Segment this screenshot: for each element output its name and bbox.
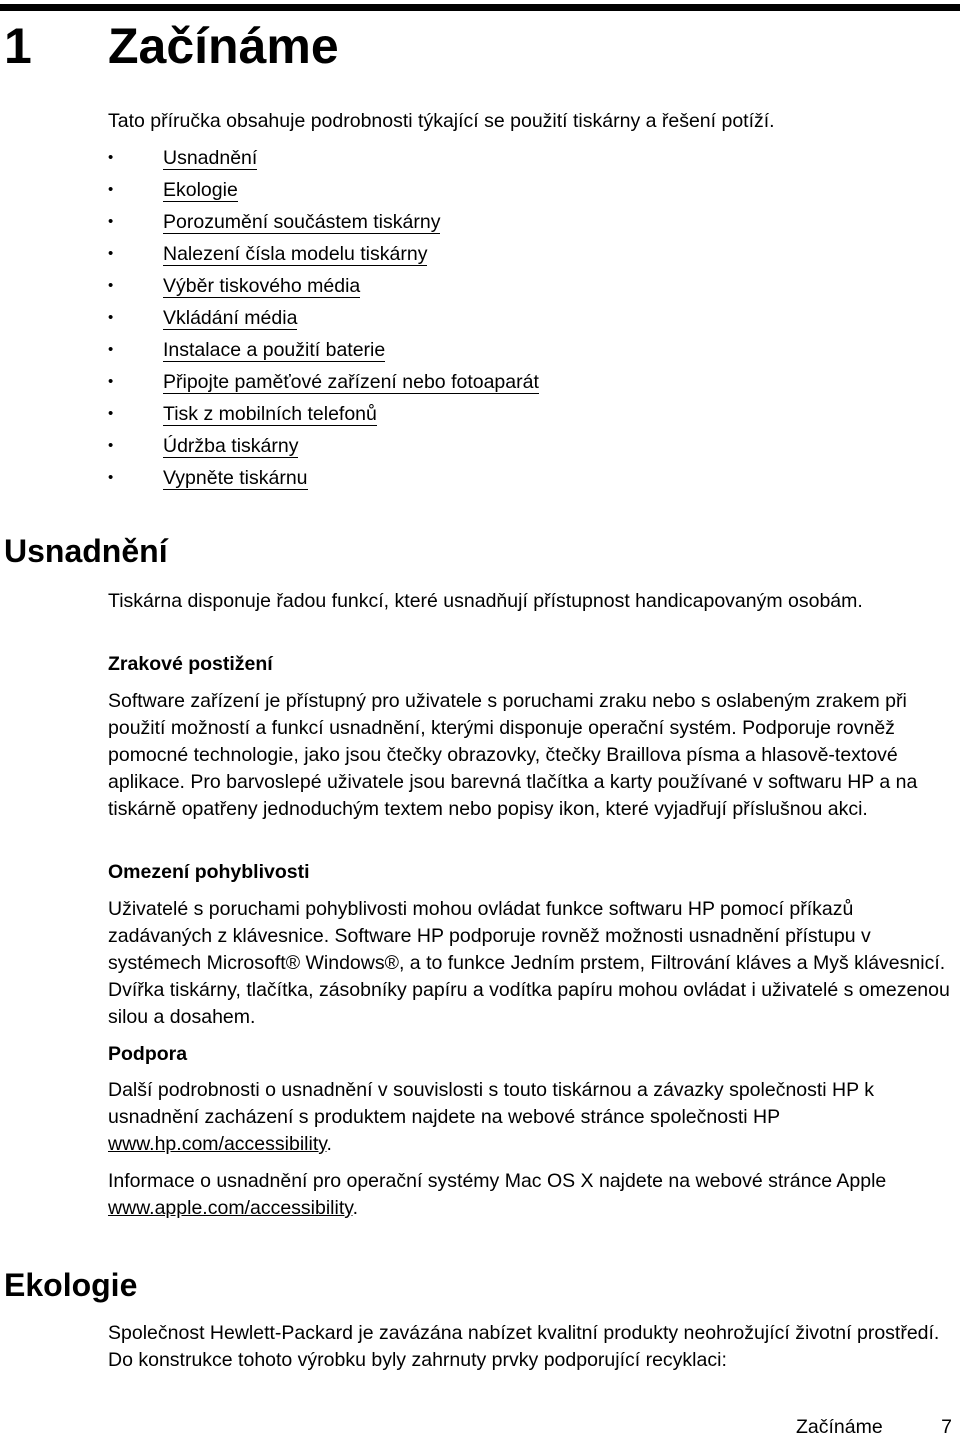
toc-item bbox=[108, 174, 539, 206]
bullet-icon: • bbox=[108, 213, 114, 230]
chapter-title bbox=[4, 14, 339, 78]
podpora-apple-period: . bbox=[352, 1197, 358, 1219]
toc-link-baterie[interactable]: Instalace a použití baterie bbox=[163, 339, 386, 361]
bullet-icon: • bbox=[108, 309, 114, 326]
hp-accessibility-link[interactable]: www.hp.com/accessibility bbox=[108, 1133, 327, 1155]
footer-chapter-name: Začínáme bbox=[796, 1416, 883, 1438]
pohyblivost-text: Uživatelé s poruchami pohyblivosti mohou ovládat funkce softwaru HP pomocí příkazů zadávaných z klávesnice. Software HP podporuje rovněž možnosti usnadnění přístupu v systémech Microsoft® Windows®, a to funkce Jedním prstem, Filtrování kláves a Myš klávesnicí. Dvířka tiskárny, tlačítka, zásobníky papíru a vodítka papíru mohou ovládat i uživatelé s omezenou silou a dosahem. bbox=[108, 898, 950, 1028]
bullet-icon: • bbox=[108, 181, 114, 198]
bullet-icon: • bbox=[108, 245, 114, 262]
toc-link-udrzba[interactable]: Údržba tiskárny bbox=[163, 435, 299, 457]
toc-link-vkladani-media[interactable]: Vkládání média bbox=[163, 307, 298, 329]
page-footer bbox=[796, 1414, 958, 1440]
ekologie-text: Společnost Hewlett-Packard je zavázána nabízet kvalitní produkty neohrožující životní prostředí. Do konstrukce tohoto výrobku byly zahrnuty prvky podporující recyklaci: bbox=[108, 1322, 940, 1371]
toc-link-vyber-media[interactable]: Výběr tiskového média bbox=[163, 275, 361, 297]
bullet-icon: • bbox=[108, 405, 114, 422]
bullet-icon: • bbox=[108, 277, 114, 294]
toc-item bbox=[108, 462, 539, 494]
podpora-paragraph-apple bbox=[108, 1168, 958, 1222]
section-title-ekologie: Ekologie bbox=[4, 1267, 138, 1303]
toc-link-vypnuti[interactable]: Vypněte tiskárnu bbox=[163, 467, 308, 489]
toc-item bbox=[108, 270, 539, 302]
toc-link-ekologie[interactable]: Ekologie bbox=[163, 179, 238, 201]
top-rule bbox=[0, 4, 960, 11]
bullet-icon: • bbox=[108, 469, 114, 486]
toc-item bbox=[108, 142, 539, 174]
podpora-hp-period: . bbox=[326, 1133, 332, 1155]
toc-link-pametove-zarizeni[interactable]: Připojte paměťové zařízení nebo fotoaparát bbox=[163, 371, 539, 393]
usnadneni-intro: Tiskárna disponuje řadou funkcí, které usnadňují přístupnost handicapovaným osobám. bbox=[108, 590, 863, 612]
toc-link-cislo-modelu[interactable]: Nalezení čísla modelu tiskárny bbox=[163, 243, 428, 265]
subsection-title-podpora: Podpora bbox=[108, 1043, 188, 1065]
toc-item bbox=[108, 334, 539, 366]
chapter-title-text: Začínáme bbox=[108, 18, 339, 74]
page-number: 7 bbox=[941, 1416, 952, 1438]
toc-item bbox=[108, 366, 539, 398]
subsection-title-zrakove: Zrakové postižení bbox=[108, 653, 273, 675]
apple-accessibility-link[interactable]: www.apple.com/accessibility bbox=[108, 1197, 353, 1219]
bullet-icon: • bbox=[108, 341, 114, 358]
podpora-hp-text: Další podrobnosti o usnadnění v souvislosti s touto tiskárnou a závazky společnosti HP k usnadnění zacházení s produktem najdete na webové stránce společnosti HP bbox=[108, 1079, 874, 1128]
podpora-paragraph-hp bbox=[108, 1077, 958, 1158]
bullet-icon: • bbox=[108, 437, 114, 454]
toc-item bbox=[108, 430, 539, 462]
chapter-number: 1 bbox=[4, 18, 32, 74]
bullet-icon: • bbox=[108, 149, 114, 166]
zrakove-text: Software zařízení je přístupný pro uživatele s poruchami zraku nebo s oslabeným zrakem při použití možností a funkcí usnadnění, kterými disponuje operační systém. Podporuje rovněž pomocné technologie, jako jsou čtečky obrazovky, čtečky Braillova písma a hlasově-textové aplikace. Pro barvoslepé uživatele jsou barevná tlačítka a karty používané v softwaru HP a na tiskárně opatřeny jednoduchým textem nebo popisy ikon, které vyjadřují příslušnou akci. bbox=[108, 690, 918, 820]
toc-link-usnadneni[interactable]: Usnadnění bbox=[163, 147, 258, 169]
toc-list bbox=[108, 142, 539, 494]
chapter-intro: Tato příručka obsahuje podrobnosti týkající se použití tiskárny a řešení potíží. bbox=[108, 110, 775, 132]
section-title-usnadneni: Usnadnění bbox=[4, 533, 168, 569]
toc-link-mobilni-tisk[interactable]: Tisk z mobilních telefonů bbox=[163, 403, 377, 425]
toc-item bbox=[108, 302, 539, 334]
toc-item bbox=[108, 206, 539, 238]
toc-link-soucasti[interactable]: Porozumění součástem tiskárny bbox=[163, 211, 441, 233]
bullet-icon: • bbox=[108, 373, 114, 390]
subsection-title-pohyblivost: Omezení pohyblivosti bbox=[108, 861, 310, 883]
toc-item bbox=[108, 398, 539, 430]
podpora-apple-text: Informace o usnadnění pro operační systémy Mac OS X najdete na webové stránce Apple bbox=[108, 1170, 887, 1192]
toc-item bbox=[108, 238, 539, 270]
